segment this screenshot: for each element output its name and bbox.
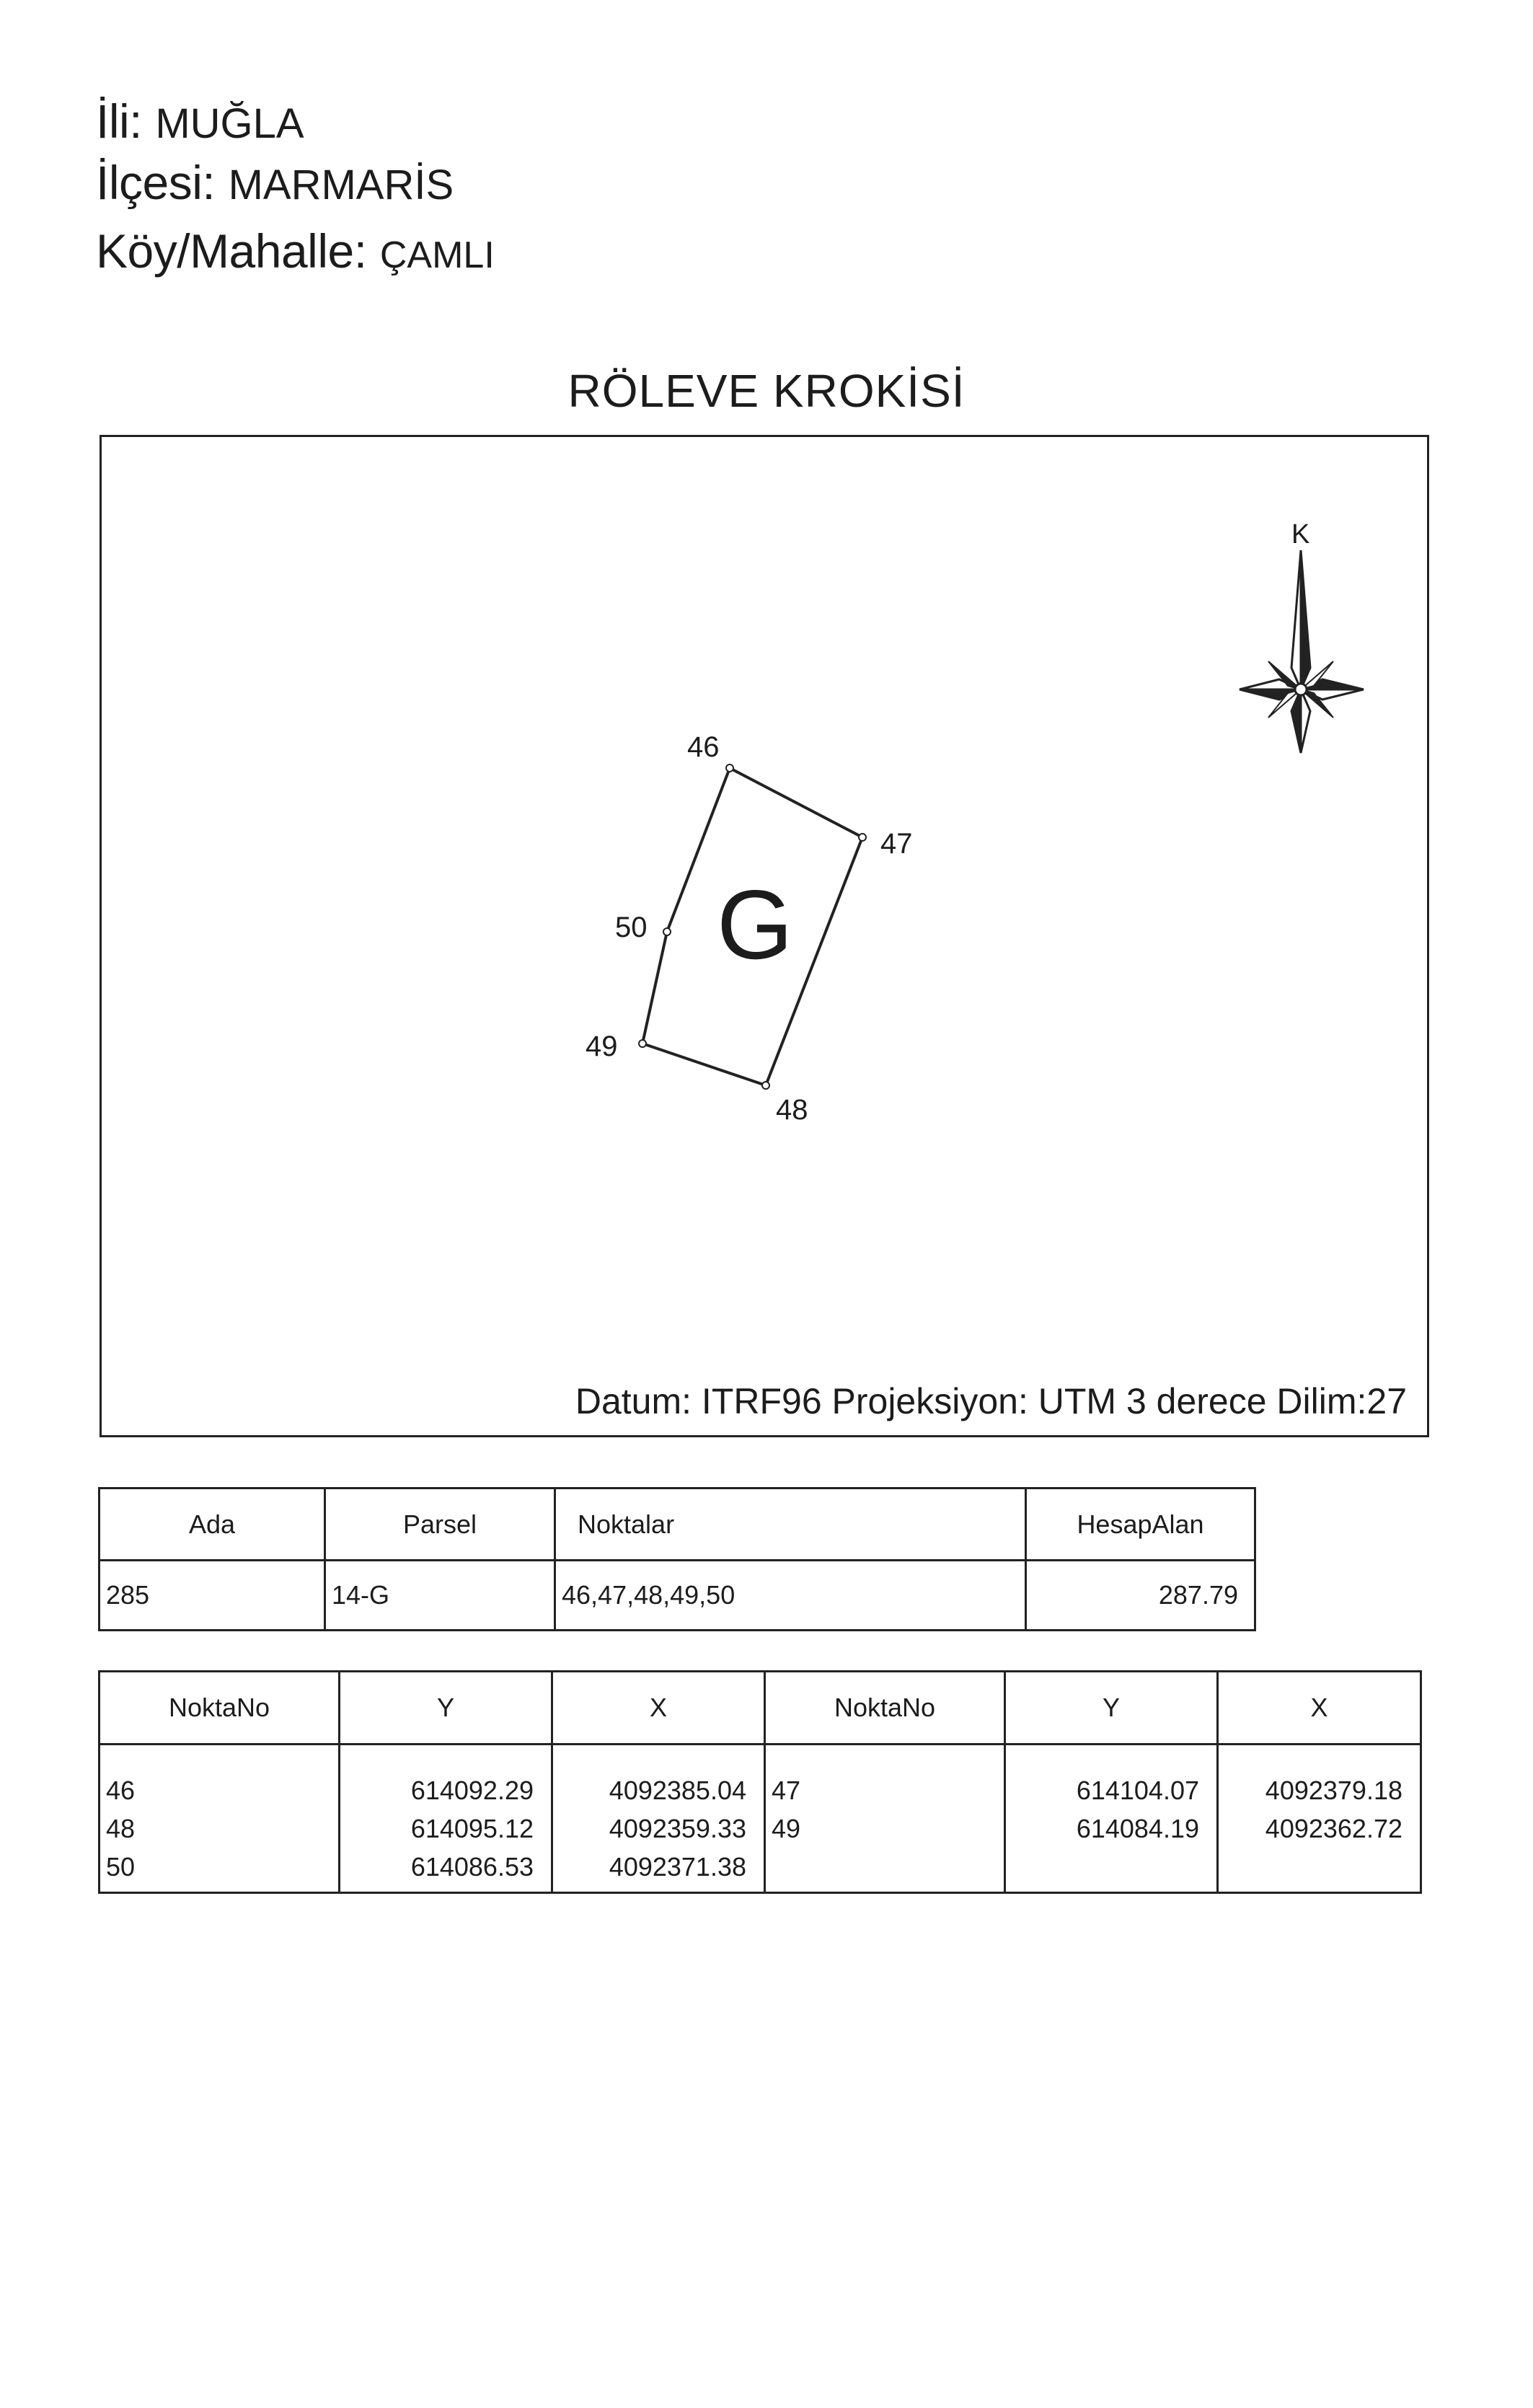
parcel-table-header-row bbox=[100, 1489, 1255, 1561]
header-ada: Ada bbox=[100, 1489, 325, 1561]
document-title: RÖLEVE KROKİSİ bbox=[567, 365, 966, 417]
ilce-value: MARMARİS bbox=[228, 162, 454, 208]
header-parsel: Parsel bbox=[325, 1489, 555, 1561]
cell-hesapalan: 287.79 bbox=[1026, 1561, 1255, 1631]
ilce-label: İlçesi: bbox=[96, 156, 216, 209]
cell-parsel: 14-G bbox=[325, 1561, 555, 1631]
point-label-46: 46 bbox=[687, 731, 720, 763]
north-arrow-icon bbox=[1240, 550, 1364, 753]
koy-value: ÇAMLI bbox=[379, 234, 495, 276]
left-point-numbers bbox=[100, 1745, 340, 1893]
right-point-numbers bbox=[765, 1745, 1005, 1893]
datum-note: Datum: ITRF96 Projeksiyon: UTM 3 derece Dilim:27 bbox=[575, 1381, 1407, 1421]
coordinate-table bbox=[98, 1670, 1422, 1894]
header-noktalar: Noktalar bbox=[555, 1489, 1026, 1561]
vertex-49 bbox=[639, 1040, 646, 1047]
point-label-50: 50 bbox=[615, 912, 648, 943]
y-value: 614092.29 bbox=[410, 1776, 534, 1805]
point-label-49: 49 bbox=[586, 1031, 618, 1062]
y-value: 614095.12 bbox=[410, 1814, 534, 1843]
survey-sketch-drawing bbox=[102, 437, 1427, 1435]
point-no: 47 bbox=[772, 1776, 801, 1805]
x-value: 4092362.72 bbox=[1265, 1814, 1402, 1843]
koy-line bbox=[96, 224, 495, 278]
il-value: MUĞLA bbox=[155, 100, 304, 147]
parcel-letter: G bbox=[717, 870, 793, 979]
header-hesapalan: HesapAlan bbox=[1026, 1489, 1255, 1561]
ilce-line bbox=[96, 156, 454, 209]
point-no: 49 bbox=[772, 1814, 801, 1843]
header-noktano-left: NoktaNo bbox=[100, 1672, 340, 1745]
vertex-46 bbox=[726, 764, 733, 772]
point-no: 50 bbox=[106, 1852, 136, 1882]
right-x-values bbox=[1218, 1745, 1421, 1893]
x-value: 4092379.18 bbox=[1265, 1776, 1402, 1805]
header-y-right: Y bbox=[1005, 1672, 1218, 1745]
y-value: 614086.53 bbox=[410, 1852, 534, 1882]
vertex-48 bbox=[762, 1082, 769, 1089]
header-x-right: X bbox=[1218, 1672, 1421, 1745]
header-x-left: X bbox=[552, 1672, 765, 1745]
cell-ada: 285 bbox=[100, 1561, 325, 1631]
table-row bbox=[100, 1745, 1421, 1893]
il-label: İli: bbox=[96, 94, 142, 148]
point-label-48: 48 bbox=[776, 1094, 808, 1126]
y-value: 614104.07 bbox=[1076, 1776, 1199, 1805]
point-no: 48 bbox=[106, 1814, 136, 1843]
coord-table-header-row bbox=[100, 1672, 1421, 1745]
parcel-info-table bbox=[98, 1487, 1256, 1631]
x-value: 4092359.33 bbox=[609, 1814, 746, 1843]
right-y-values bbox=[1005, 1745, 1218, 1893]
x-value: 4092385.04 bbox=[609, 1776, 746, 1805]
cell-noktalar: 46,47,48,49,50 bbox=[555, 1561, 1026, 1631]
point-no: 46 bbox=[106, 1776, 136, 1805]
left-x-values bbox=[552, 1745, 765, 1893]
north-label: K bbox=[1291, 519, 1310, 550]
survey-sketch-frame bbox=[100, 435, 1429, 1437]
left-y-values bbox=[340, 1745, 552, 1893]
il-line bbox=[96, 94, 304, 148]
header-noktano-right: NoktaNo bbox=[765, 1672, 1005, 1745]
vertex-50 bbox=[663, 928, 671, 935]
x-value: 4092371.38 bbox=[609, 1852, 746, 1882]
vertex-47 bbox=[859, 834, 866, 841]
koy-label: Köy/Mahalle: bbox=[96, 224, 367, 278]
point-label-47: 47 bbox=[880, 828, 913, 860]
table-row bbox=[100, 1561, 1255, 1631]
header-y-left: Y bbox=[340, 1672, 552, 1745]
y-value: 614084.19 bbox=[1076, 1814, 1199, 1843]
